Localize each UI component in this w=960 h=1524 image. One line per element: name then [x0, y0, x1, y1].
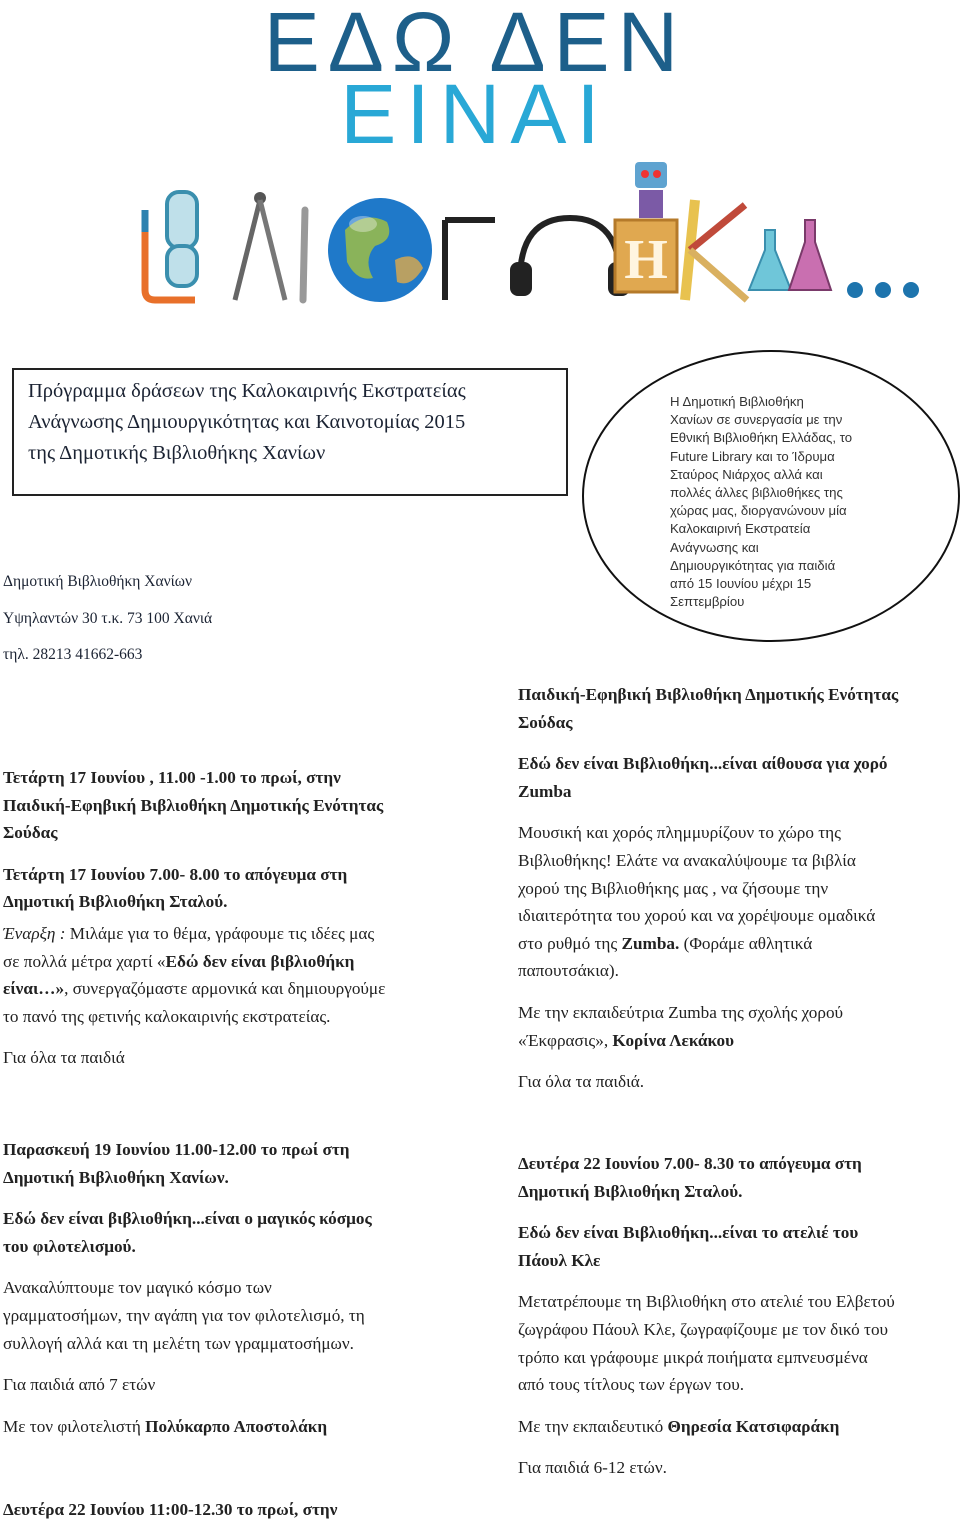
circle-line: Χανίων σε συνεργασία με την — [670, 412, 843, 428]
circle-line: Εθνική Βιβλιοθήκη Ελλάδας, το — [670, 430, 853, 446]
event-2-place-b: Σούδας — [518, 712, 573, 732]
letter-block-icon — [615, 220, 677, 292]
event-3-date-b: Δημοτική Βιβλιοθήκη Χανίων. — [3, 1167, 229, 1187]
event-1-desc-2-bold: Εδώ δεν είναι βιβλιοθήκη — [165, 951, 355, 971]
event-4 — [518, 1150, 895, 1482]
event-3-desc-1: Ανακαλύπτουμε τον μαγικό κόσμο των — [3, 1278, 272, 1298]
event-2-desc-6: παπουτσάκια). — [518, 961, 619, 981]
event-2-title-b: Zumba — [518, 781, 572, 801]
event-1-start-label: Έναρξη : — [3, 923, 70, 943]
program-title-line-1: Πρόγραμμα δράσεων της Καλοκαιρινής Εκστρατείας — [28, 380, 466, 402]
flask-icon — [749, 220, 831, 290]
event-4-desc-4: από τους τίτλους των έργων του. — [518, 1375, 745, 1395]
event-4-title-a: Εδώ δεν είναι Βιβλιοθήκη...είναι το ατελιέ του — [518, 1223, 859, 1243]
event-4-guest-name: Θηρεσία Κατσιφαράκη — [667, 1416, 840, 1436]
logo-word-here: ΕΔΩ — [263, 0, 463, 89]
circle-line: Δημιουργικότητας για παιδιά — [670, 557, 836, 573]
event-2 — [518, 681, 898, 1096]
library-name: Δημοτική Βιβλιοθήκη Χανίων — [3, 573, 192, 590]
event-1-date: Τετάρτη 17 Ιουνίου , 11.00 -1.00 το πρωί, στην — [3, 768, 341, 787]
event-2-teacher-name: Κορίνα Λεκάκου — [612, 1030, 735, 1050]
compass-letter-icon — [235, 192, 285, 300]
event-2-desc-5-bold: Zumba. — [621, 933, 680, 953]
event-1-desc-3 — [3, 975, 385, 1003]
event-3-desc-3: συλλογή αλλά και τη μελέτη των γραμματοσήμων. — [3, 1333, 354, 1353]
diving-mask-letter-icon — [145, 192, 197, 300]
program-title-line-3: της Δημοτικής Βιβλιοθήκης Χανίων — [28, 442, 326, 464]
event-2-desc-2: Βιβλιοθήκης! Ελάτε να ανακαλύψουμε τα βιβλία — [518, 850, 856, 870]
event-4-audience: Για παιδιά 6-12 ετών. — [518, 1458, 667, 1478]
event-2-desc-5-tail: (Φοράμε αθλητικά — [679, 933, 813, 953]
event-4-guest — [518, 1413, 895, 1441]
event-1-desc-2 — [3, 948, 385, 976]
circle-line: Ανάγνωσης και — [670, 539, 759, 555]
event-1-desc-4: το πανό της φετινής καλοκαιρινής εκστρατείας. — [3, 1006, 331, 1026]
event-2-place-a: Παιδική-Εφηβική Βιβλιοθήκη Δημοτικής Ενότητας — [518, 685, 899, 704]
event-3 — [3, 1136, 372, 1440]
event-5 — [3, 1496, 337, 1524]
event-1-desc-3-text: , συνεργαζόμαστε αρμονικά και δημιουργούμε — [64, 979, 386, 999]
event-3-title-a: Εδώ δεν είναι βιβλιοθήκη...είναι ο μαγικός κόσμος — [3, 1209, 372, 1229]
event-1-desc-1 — [3, 920, 385, 948]
logo-title-line2: ΕΙΝΑΙ — [340, 67, 610, 161]
event-1 — [3, 764, 385, 1072]
event-3-audience: Για παιδιά από 7 ετών — [3, 1375, 156, 1395]
block-letter: Η — [624, 229, 668, 291]
event-3-guest — [3, 1413, 372, 1441]
library-phone: τηλ. 28213 41662-663 — [3, 646, 143, 663]
ruler-pencil-letter-icon — [685, 200, 747, 300]
logo-word-not: ΔΕΝ — [489, 0, 687, 89]
circle-line: Καλοκαιρινή Εκστρατεία — [670, 521, 811, 537]
event-1-desc-3-bold: είναι…» — [3, 979, 65, 999]
ellipsis-dots-icon — [847, 282, 919, 298]
circle-line: χώρας μας, διοργανώνουν μία — [670, 503, 847, 519]
event-1-date-2b: Δημοτική Βιβλιοθήκη Σταλού. — [3, 892, 228, 912]
event-1-place-a: Παιδική-Εφηβική Βιβλιοθήκη Δημοτικής Ενότητας — [3, 795, 384, 815]
event-2-desc-5 — [518, 930, 898, 958]
circle-line: Future Library και το Ίδρυμα — [670, 448, 835, 464]
globe-letter-icon — [328, 198, 432, 302]
program-title-line-2: Ανάγνωσης Δημιουργικότητας και Καινοτομίας 2015 — [28, 411, 466, 433]
event-2-teacher-a: Με την εκπαιδεύτρια Zumba της σχολής χορού — [518, 1002, 844, 1022]
logo-illustration — [125, 150, 935, 315]
event-3-title-b: του φιλοτελισμού. — [3, 1236, 136, 1256]
event-3-guest-label: Με τον φιλοτελιστή — [3, 1416, 146, 1436]
pen-letter-icon — [303, 210, 305, 300]
event-2-teacher-school: «Έκφρασις», — [518, 1030, 613, 1050]
event-4-title-b: Πάουλ Κλε — [518, 1250, 601, 1270]
event-1-audience: Για όλα τα παιδιά — [3, 1048, 125, 1068]
event-1-desc-1-text: Μιλάμε για το θέμα, γράφουμε τις ιδέες μας — [69, 923, 375, 943]
event-3-guest-name: Πολύκαρπο Αποστολάκη — [145, 1416, 328, 1436]
event-4-desc-2: ζωγράφου Πάουλ Κλε, ζωγραφίζουμε με τον δικό του — [518, 1319, 889, 1339]
event-2-desc-4: ιδιαιτερότητα του χορού και να χορέψουμε ομαδικά — [518, 906, 876, 926]
event-2-desc-1: Μουσική και χορός πλημμυρίζουν το χώρο της — [518, 823, 841, 843]
event-1-date-2a: Τετάρτη 17 Ιουνίου 7.00- 8.00 το απόγευμα στη — [3, 864, 348, 884]
program-title-box — [12, 368, 568, 496]
event-4-date-b: Δημοτική Βιβλιοθήκη Σταλού. — [518, 1181, 743, 1201]
circle-line: Η Δημοτική Βιβλιοθήκη — [670, 394, 804, 409]
circle-line: Σταύρος Νιάρχος αλλά και — [670, 466, 823, 482]
event-4-desc-3: τρόπο και γράφουμε μικρά ποιήματα εμπνευσμένα — [518, 1347, 868, 1367]
robot-icon — [635, 162, 667, 218]
event-2-title-a: Εδώ δεν είναι Βιβλιοθήκη...είναι αίθουσα για χορό — [518, 754, 888, 774]
glasses-letter-icon — [445, 220, 495, 300]
event-2-desc-3: χορού της Βιβλιοθήκης μας , να ζήσουμε την — [518, 878, 829, 898]
event-5-date: Δευτέρα 22 Ιουνίου 11:00-12.30 το πρωί, στην — [3, 1500, 338, 1519]
event-2-desc-5-text: στο ρυθμό της — [518, 933, 622, 953]
circle-line: Σεπτεμβρίου — [670, 594, 745, 610]
event-3-desc-2: γραμματοσήμων, την αγάπη για τον φιλοτελισμό, τη — [3, 1305, 365, 1325]
event-4-date-a: Δευτέρα 22 Ιουνίου 7.00- 8.30 το απόγευμα στη — [518, 1154, 862, 1173]
circle-line: πολλές άλλες βιβλιοθήκες της — [670, 485, 843, 501]
circle-line: από 15 Ιουνίου μέχρι 15 — [670, 576, 812, 592]
event-2-teacher-b — [518, 1027, 898, 1055]
event-1-place-b: Σούδας — [3, 823, 58, 843]
event-2-audience: Για όλα τα παιδιά. — [518, 1072, 645, 1092]
event-3-date-a: Παρασκευή 19 Ιουνίου 11.00-12.00 το πρωί στη — [3, 1140, 350, 1159]
event-1-desc-2-text: σε πολλά μέτρα χαρτί « — [3, 951, 166, 971]
headphones-letter-icon — [510, 218, 630, 296]
library-street: Υψηλαντών 30 τ.κ. 73 100 Χανιά — [3, 610, 213, 627]
event-4-guest-label: Με την εκπαιδευτικό — [518, 1416, 668, 1436]
info-circle-text — [670, 393, 910, 611]
event-4-desc-1: Μετατρέπουμε τη Βιβλιοθήκη στο ατελιέ του Ελβετού — [518, 1292, 895, 1312]
